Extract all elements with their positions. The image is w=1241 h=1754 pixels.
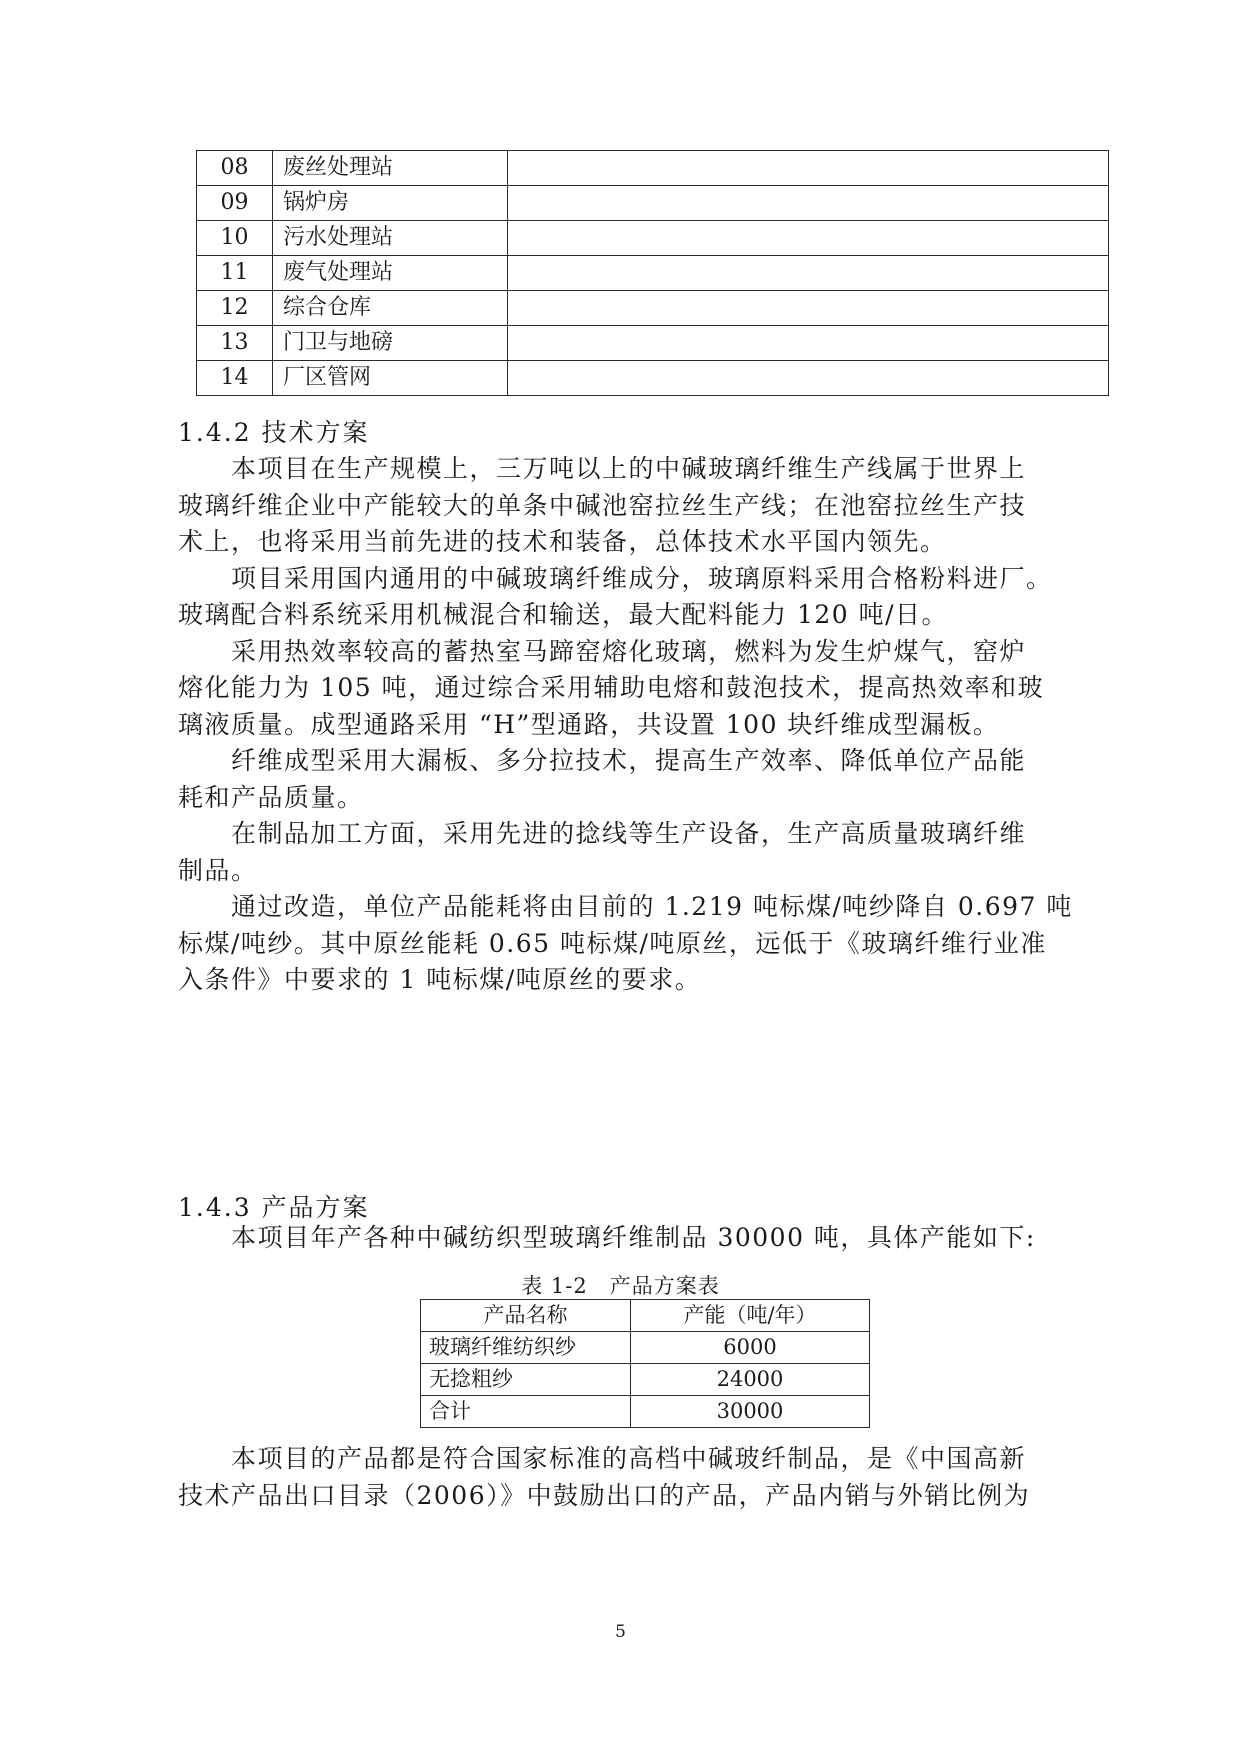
capacity-cell: 30000 [631,1396,870,1428]
facility-note-cell [508,151,1109,186]
product-closing-paragraph [178,1441,1118,1514]
table-row [197,186,1109,221]
page-number: 5 [615,1622,626,1642]
table-row [421,1396,870,1428]
facility-note-cell [508,291,1109,326]
facility-table [196,150,1109,396]
text-line: 技术产品出口目录（2006）》中鼓励出口的产品，产品内销与外销比例为 [178,1480,1031,1510]
text-line: 在制品加工方面，采用先进的捻线等生产设备，生产高质量玻璃纤维 [178,819,1027,848]
facility-note-cell [508,326,1109,361]
product-name-cell: 合计 [421,1396,631,1428]
row-number-cell: 08 [197,151,273,186]
text-line: 采用热效率较高的蓄热室马蹄窑熔化玻璃，燃料为发生炉煤气，窑炉 [178,636,1027,666]
facility-name-cell: 废气处理站 [273,256,508,291]
table-row [197,256,1109,291]
table-row [197,326,1109,361]
facility-name-cell: 综合仓库 [273,291,508,326]
technical-plan-paragraphs [178,451,1118,999]
row-number-cell: 09 [197,186,273,221]
column-header: 产能（吨/年） [631,1300,870,1332]
text-line: 术上，也将采用当前先进的技术和装备，总体技术水平国内领先。 [178,527,947,556]
table-row [421,1332,870,1364]
facility-note-cell [508,186,1109,221]
table-row [197,291,1109,326]
section-heading-1-4-2: 1.4.2 技术方案 [178,418,370,447]
product-plan-table [420,1299,870,1428]
row-number-cell: 13 [197,326,273,361]
row-number-cell: 10 [197,221,273,256]
text-line: 制品。 [178,855,258,885]
facility-note-cell [508,256,1109,291]
text-line: 玻璃配合料系统采用机械混合和输送，最大配料能力 120 吨/日。 [178,600,949,629]
text-line: 璃液质量。成型通路采用 “H”型通路，共设置 100 块纤维成型漏板。 [178,709,1000,739]
text-line: 入条件》中要求的 1 吨标煤/吨原丝的要求。 [178,965,702,994]
text-line: 耗和产品质量。 [178,782,364,812]
table-header-row [421,1300,870,1332]
table-row [197,221,1109,256]
text-line: 项目采用国内通用的中碱玻璃纤维成分，玻璃原料采用合格粉料进厂。 [178,563,1053,593]
facility-name-cell: 锅炉房 [273,186,508,221]
facility-note-cell [508,361,1109,396]
text-line: 通过改造，单位产品能耗将由目前的 1.219 吨标煤/吨纱降自 0.697 吨 [178,892,1073,921]
table-row [421,1364,870,1396]
text-line: 本项目的产品都是符合国家标准的高档中碱玻纤制品，是《中国高新 [178,1444,1027,1473]
section-heading-1-4-3: 1.4.3 产品方案 [178,1193,370,1222]
text-line: 本项目在生产规模上，三万吨以上的中碱玻璃纤维生产线属于世界上 [178,454,1027,483]
text-line: 熔化能力为 105 吨，通过综合采用辅助电熔和鼓泡技术，提高热效率和玻 [178,673,1045,702]
product-name-cell: 玻璃纤维纺织纱 [421,1332,631,1364]
facility-name-cell: 污水处理站 [273,221,508,256]
capacity-cell: 6000 [631,1332,870,1364]
table-caption: 表 1-2 产品方案表 [521,1274,720,1298]
column-header: 产品名称 [421,1300,631,1332]
row-number-cell: 14 [197,361,273,396]
product-plan-intro: 本项目年产各种中碱纺织型玻璃纤维制品 30000 吨，具体产能如下: [178,1223,1036,1252]
table-row [197,361,1109,396]
facility-name-cell: 门卫与地磅 [273,326,508,361]
row-number-cell: 12 [197,291,273,326]
facility-name-cell: 厂区管网 [273,361,508,396]
text-line: 玻璃纤维企业中产能较大的单条中碱池窑拉丝生产线；在池窑拉丝生产技 [178,490,1027,520]
capacity-cell: 24000 [631,1364,870,1396]
facility-note-cell [508,221,1109,256]
text-line: 标煤/吨纱。其中原丝能耗 0.65 吨标煤/吨原丝，远低于《玻璃纤维行业准 [178,928,1047,958]
product-name-cell: 无捻粗纱 [421,1364,631,1396]
text-line: 纤维成型采用大漏板、多分拉技术，提高生产效率、降低单位产品能 [178,746,1027,775]
facility-name-cell: 废丝处理站 [273,151,508,186]
table-row [197,151,1109,186]
row-number-cell: 11 [197,256,273,291]
